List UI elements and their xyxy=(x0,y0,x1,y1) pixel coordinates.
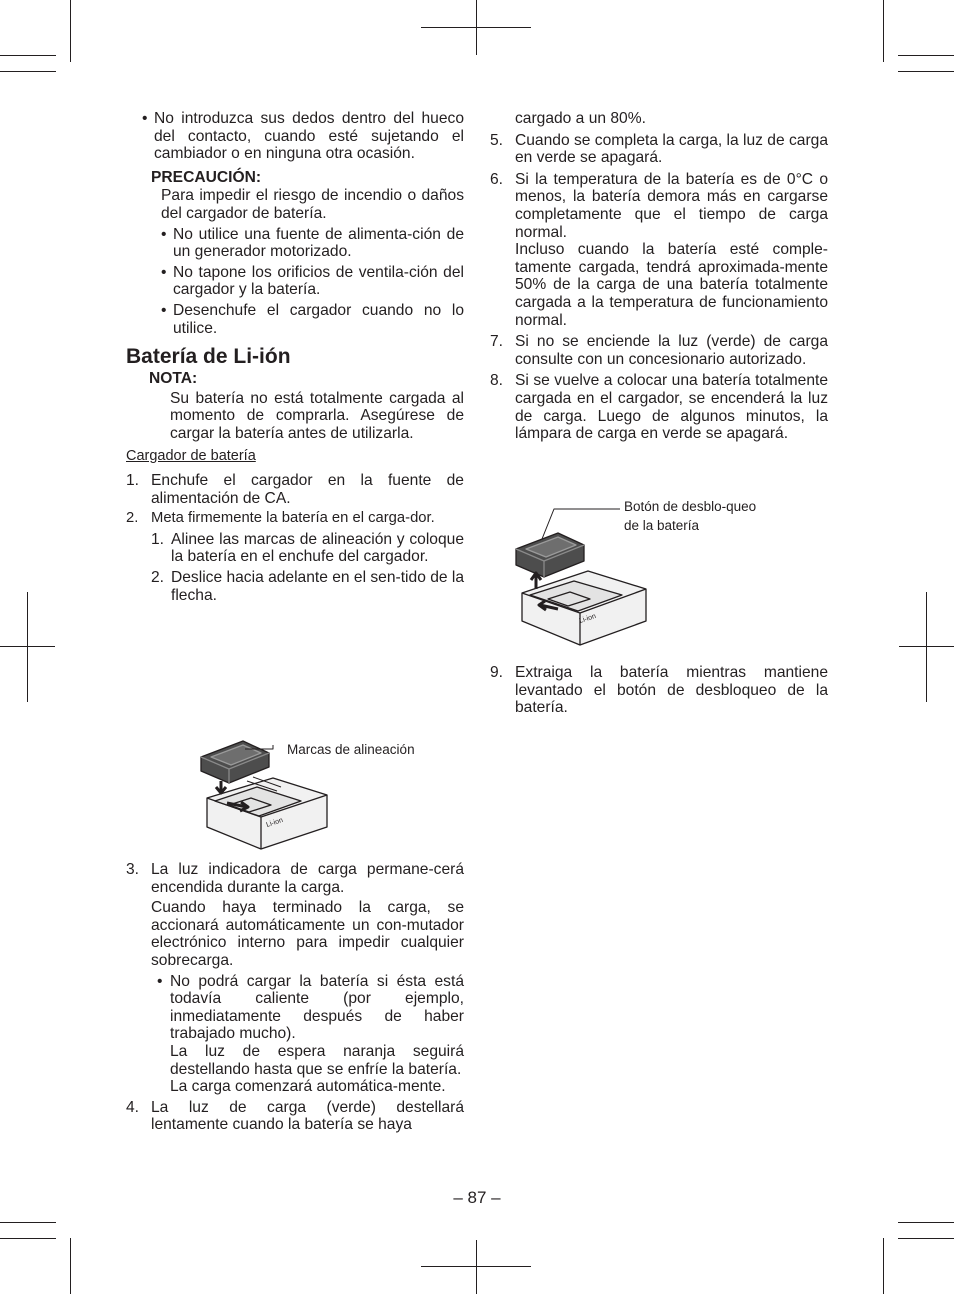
step-item: 5. Cuando se completa la carga, la luz de carga en verde se apagará. xyxy=(490,131,828,167)
step-item: 2. Meta firmemente la batería en el carga-dor. xyxy=(126,510,435,527)
step4-continuation: cargado a un 80%. xyxy=(515,110,646,127)
caution-bullet: • No tapone los orificios de ventila-ción del cargador y la batería. xyxy=(161,263,464,299)
caution-bullet: • Desenchufe el cargador cuando no lo utilice. xyxy=(161,301,464,337)
step3-bullet: • No podrá cargar la batería si ésta está todavía caliente (por ejemplo, inmediatamente después de haber trabajado mucho). xyxy=(157,972,464,1043)
caution-text: Para impedir el riesgo de incendio o daños del cargador de batería. xyxy=(161,187,464,222)
right-column xyxy=(490,110,828,443)
step-item: 4. La luz de carga (verde) destellará lentamente cuando la batería se haya xyxy=(126,1098,464,1134)
figure1-label: Marcas de alineación xyxy=(287,742,415,757)
step6-extra: Incluso cuando la batería esté comple-tamente cargada, tendrá aproximada-mente 50% de la carga de una batería totalmente cargada a la temperatura de funcionamiento normal. xyxy=(515,241,828,329)
caution-bullet: • No utilice una fuente de alimenta-ción de un generador motorizado. xyxy=(161,225,464,261)
step-item: 3. La luz indicadora de carga permane-cerá encendida durante la carga. xyxy=(126,861,464,896)
left-column-lower xyxy=(126,861,464,1134)
page-number: – 87 – xyxy=(453,1188,501,1207)
caution-title: PRECAUCIÓN: xyxy=(151,168,262,186)
right-column-lower xyxy=(490,664,828,717)
svg-text:Li-ion: Li-ion xyxy=(265,816,284,829)
step3-bullet-paragraph: La luz de espera naranja seguirá destellando hasta que se enfríe la batería. xyxy=(170,1042,464,1078)
step3-paragraph: Cuando haya terminado la carga, se accionará automáticamente un con-mutador electrónico interno para impedir cualquier sobrecarga. xyxy=(151,899,464,969)
step-item: 6. Si la temperatura de la batería es de 0°C o menos, la batería demora más en cargarse completamente que el tiempo de carga normal. xyxy=(490,170,828,241)
charger-caption: Cargador de batería xyxy=(126,447,256,464)
step-item: 9. Extraiga la batería mientras mantiene levantado el botón de desbloqueo de la batería. xyxy=(490,664,828,717)
step-item: 8. Si se vuelve a colocar una batería totalmente cargada en el cargador, se encenderá la luz de carga. Luego de algunos minutos, la lámpara de carga en verde se apagará. xyxy=(490,372,828,443)
note-text: Su batería no está totalmente cargada al momento de comprarla. Asegúrese de cargar la batería antes de utilizarla. xyxy=(170,389,464,442)
intro-bullet: • No introduzca sus dedos dentro del hueco del contacto, cuando esté sujetando el cambiador o en ninguna otra ocasión. xyxy=(142,110,464,163)
step3-bullet-paragraph: La carga comenzará automática-mente. xyxy=(170,1078,446,1096)
step-item: 7. Si no se enciende la luz (verde) de carga consulte con un concesionario autorizado. xyxy=(490,333,828,368)
figure2-label: Botón de desblo-queo de la batería xyxy=(624,499,757,533)
substep-item: 2. Deslice hacia adelante en el sen-tido de la flecha. xyxy=(151,569,465,604)
step-item: 1. Enchufe el cargador en la fuente de alimentación de CA. xyxy=(126,472,464,507)
section-title: Batería de Li-ión xyxy=(126,345,291,369)
note-title: NOTA: xyxy=(149,370,198,388)
svg-text:Li-ion: Li-ion xyxy=(578,612,597,625)
left-column xyxy=(126,110,464,604)
substep-item: 1. Alinee las marcas de alineación y coloque la batería en el enchufe del cargador. xyxy=(151,530,464,566)
